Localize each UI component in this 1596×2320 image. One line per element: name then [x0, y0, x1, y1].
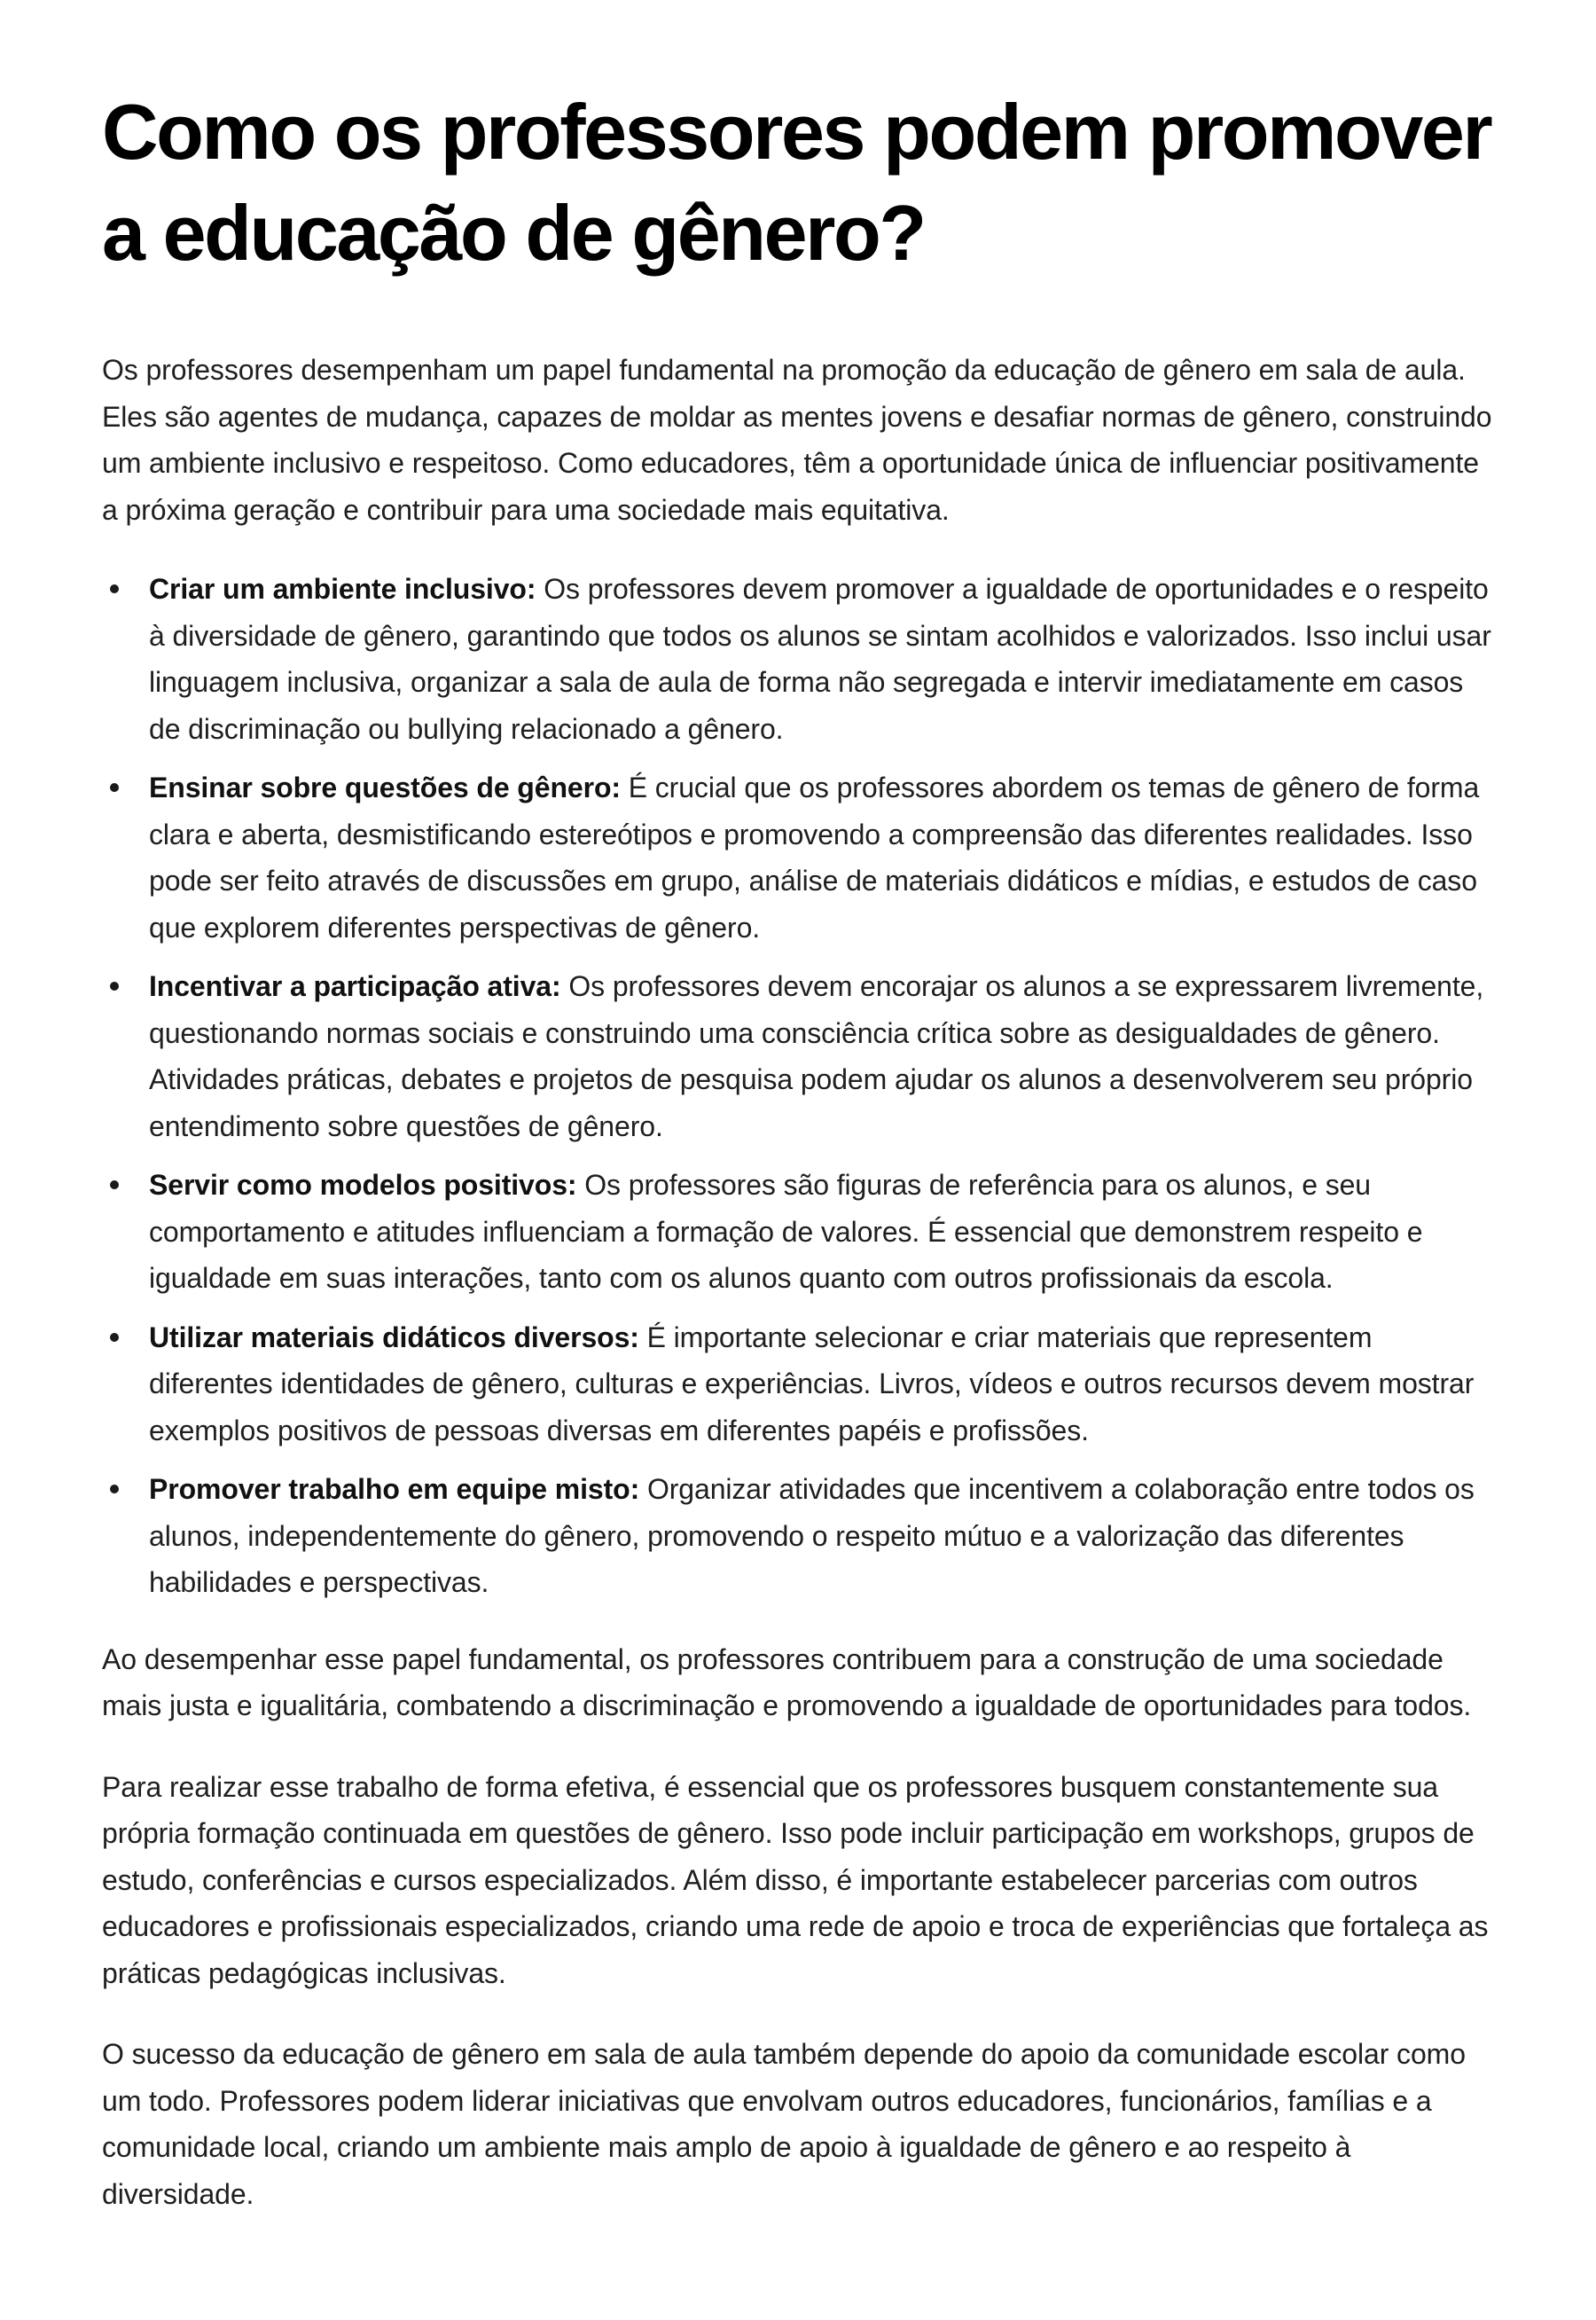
bullet-text: Os professores devem encorajar os alunos a se expressarem livremente, questionando normas sociais e construindo uma consciência crítica sobre as desigualdades de gênero. Atividades práticas, debates e projetos de pesquisa podem ajudar os alunos a desenvolverem seu próprio entendimento sobre questões de gênero. — [149, 970, 1484, 1142]
list-item — [102, 764, 1495, 951]
bullet-term: Servir como modelos positivos: — [149, 1169, 577, 1201]
bullet-text: Os professores são figuras de referência para os alunos, e seu comportamento e atitudes influenciam a formação de valores. É essencial que demonstrem respeito e igualdade em suas interações, tanto com os alunos quanto com outros profissionais da escola. — [149, 1169, 1423, 1294]
bullet-icon — [110, 1485, 119, 1493]
page-title: Como os professores podem promover a educação de gênero? — [102, 88, 1491, 277]
list-item — [102, 963, 1495, 1149]
closing-paragraph-2: Para realizar esse trabalho de forma efetiva, é essencial que os professores busquem constantemente sua própria formação continuada em questões de gênero. Isso pode incluir participação em workshops, grupos de estudo, conferências e cursos especializados. Além disso, é importante estabelecer parcerias com outros educadores e profissionais especializados, criando uma rede de apoio e troca de experiências que fortaleça as práticas pedagógicas inclusivas. — [102, 1770, 1489, 1989]
bullet-term: Utilizar materiais didáticos diversos: — [149, 1321, 639, 1353]
bullet-list — [102, 566, 1495, 1606]
bullet-text: É importante selecionar e criar materiais que representem diferentes identidades de gênero, culturas e experiências. Livros, vídeos e outros recursos devem mostrar exemplos positivos de pessoas diversas em diferentes papéis e profissões. — [149, 1321, 1475, 1446]
bullet-icon — [110, 783, 119, 792]
bullet-term: Criar um ambiente inclusivo: — [149, 573, 536, 605]
bullet-text: É crucial que os professores abordem os temas de gênero de forma clara e aberta, desmistificando estereótipos e promovendo a compreensão das diferentes realidades. Isso pode ser feito através de discussões em grupo, análise de materiais didáticos e mídias, e estudos de caso que explorem diferentes perspectivas de gênero. — [149, 772, 1480, 944]
closing-paragraph-3: O sucesso da educação de gênero em sala de aula também depende do apoio da comunidade escolar como um todo. Professores podem liderar iniciativas que envolvam outros educadores, funcionários, famílias e a comunidade local, criando um ambiente mais amplo de apoio à igualdade de gênero e ao respeito à diversidade. — [102, 2038, 1466, 2210]
list-item — [102, 1162, 1495, 1302]
list-item — [102, 1314, 1495, 1454]
bullet-term: Promover trabalho em equipe misto: — [149, 1473, 640, 1505]
intro-paragraph: Os professores desempenham um papel fundamental na promoção da educação de gênero em sala de aula. Eles são agentes de mudança, capazes de moldar as mentes jovens e desafiar normas de gênero, construindo um ambiente inclusivo e respeitoso. Como educadores, têm a oportunidade única de influenciar positivamente a próxima geração e contribuir para uma sociedade mais equitativa. — [102, 354, 1492, 526]
closing-paragraph-1: Ao desempenhar esse papel fundamental, os professores contribuem para a construção de uma sociedade mais justa e igualitária, combatendo a discriminação e promovendo a igualdade de oportunidades para todos. — [102, 1642, 1472, 1721]
bullet-icon — [110, 584, 119, 593]
bullet-icon — [110, 1333, 119, 1342]
bullet-icon — [110, 982, 119, 991]
bullet-text: Organizar atividades que incentivem a colaboração entre todos os alunos, independentemente do gênero, promovendo o respeito mútuo e a valorização das diferentes habilidades e perspectivas. — [149, 1473, 1475, 1598]
bullet-text: Os professores devem promover a igualdade de oportunidades e o respeito à diversidade de gênero, garantindo que todos os alunos se sintam acolhidos e valorizados. Isso inclui usar linguagem inclusiva, organizar a sala de aula de forma não segregada e intervir imediatamente em casos de discriminação ou bullying relacionado a gênero. — [149, 573, 1491, 745]
list-item — [102, 566, 1495, 752]
list-item — [102, 1466, 1495, 1606]
bullet-term: Ensinar sobre questões de gênero: — [149, 772, 621, 803]
bullet-term: Incentivar a participação ativa: — [149, 970, 561, 1002]
bullet-icon — [110, 1180, 119, 1189]
